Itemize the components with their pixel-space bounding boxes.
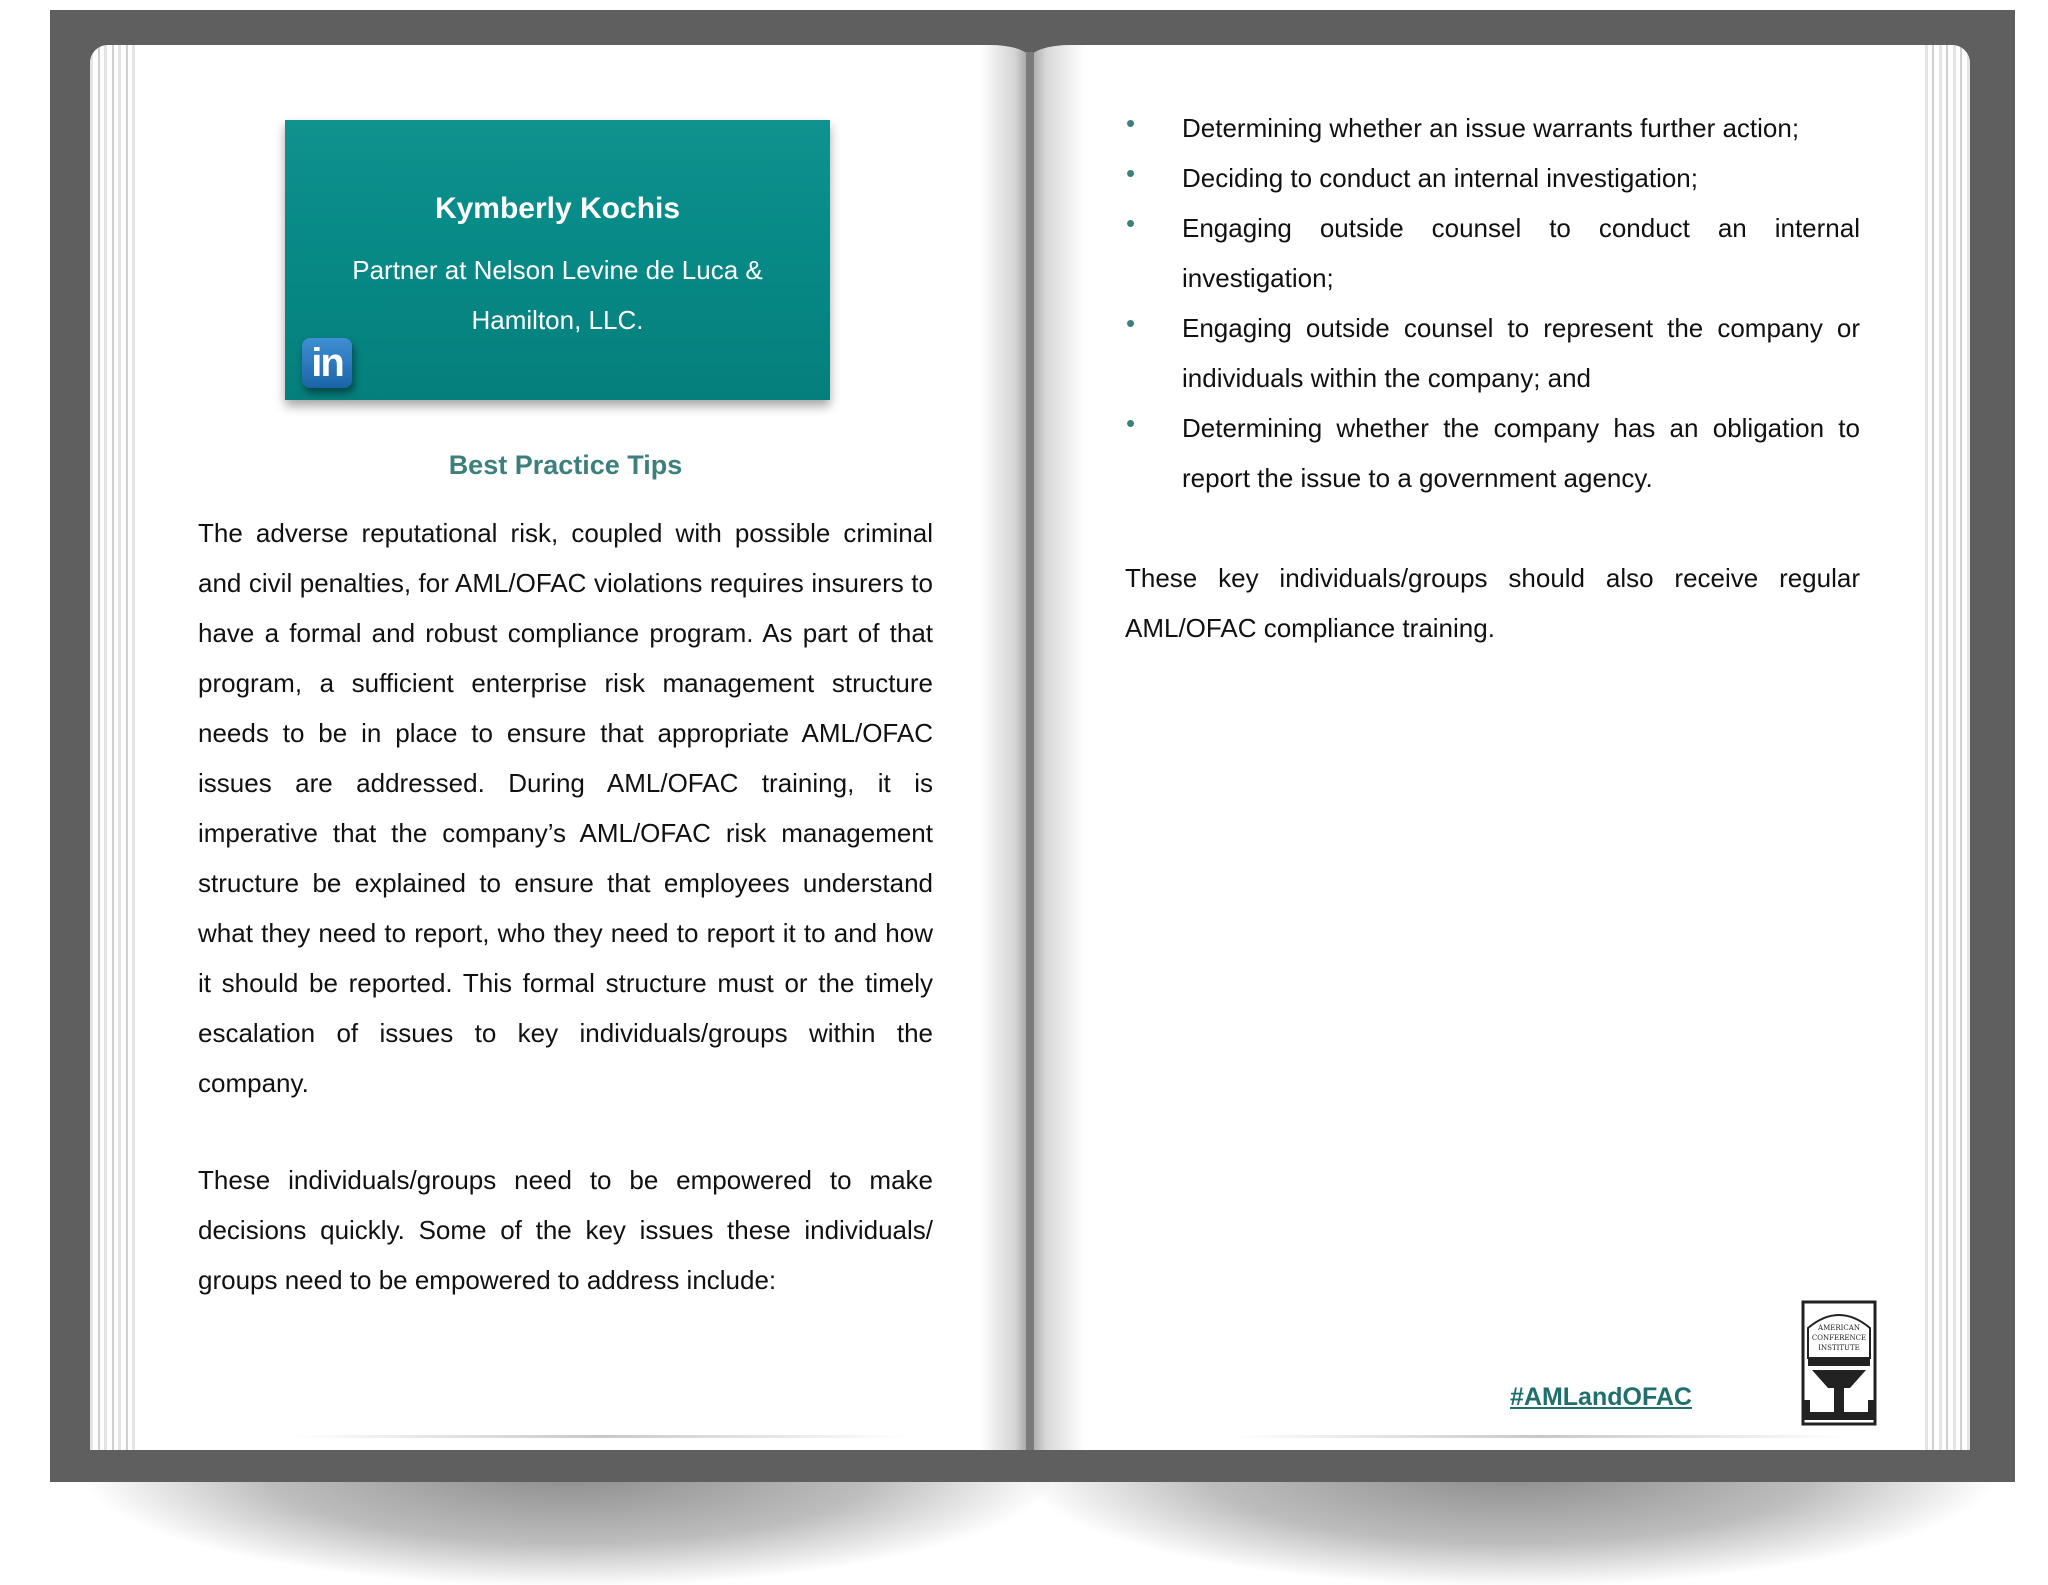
list-item [1120, 103, 1860, 153]
bullet-text: Determining whether the company has an obligation to report the issue to a government agency. [1182, 413, 1860, 493]
logo-line-2: CONFERENCE [1811, 1334, 1867, 1342]
logo-line-3: INSTITUTE [1818, 1344, 1860, 1352]
bullet-icon: • [1126, 308, 1136, 338]
profile-role: Partner at Nelson Levine de Luca & Hamilton, LLC. [352, 255, 763, 335]
hashtag-link[interactable]: #AMLandOFAC [1510, 1383, 1692, 1411]
bullet-text: Engaging outside counsel to conduct an internal investigation; [1182, 213, 1860, 293]
list-item [1120, 203, 1860, 303]
left-paragraph-1: The adverse reputational risk, coupled with possible criminal and civil penalties, for AML/OFAC violations requires insurers to have a formal and robust compliance program. As part of that program, a sufficient enterprise risk management structure needs to be in place to ensure that appropriate AML/OFAC issues are addressed. During AML/OFAC training, it is imperative that the company’s AML/OFAC risk management structure be explained to ensure that employees understand what they need to report, who they need to report it to and how it should be reported. This formal structure must or the timely escalation of issues to key individuals/groups within the company. [198, 518, 933, 1098]
right-page-bottom-line [1230, 1435, 1850, 1438]
bullet-text: Engaging outside counsel to represent the company or individuals within the company; and [1182, 313, 1860, 393]
left-page-shadow [90, 1470, 1050, 1585]
issue-bullet-list [1120, 103, 1860, 503]
list-item [1120, 153, 1860, 203]
best-practice-heading: Best Practice Tips [448, 450, 683, 480]
american-conference-institute-logo [1800, 1300, 1878, 1428]
bullet-icon: • [1126, 158, 1136, 188]
right-closing-paragraph: These key individuals/groups should also receive regular AML/OFAC compliance training. [1125, 563, 1860, 643]
profile-name: Kymberly Kochis [434, 192, 681, 225]
linkedin-icon-label: in [311, 341, 343, 385]
bullet-text: Determining whether an issue warrants further action; [1182, 113, 1800, 143]
right-gutter-shadow [1030, 45, 1085, 1450]
right-page-edges [1920, 45, 1970, 1450]
list-item [1120, 403, 1860, 503]
book-spine [1026, 52, 1034, 1450]
left-page-edges [90, 45, 140, 1450]
right-page-shadow [1030, 1470, 1990, 1585]
logo-line-1: AMERICAN [1818, 1324, 1860, 1332]
left-paragraph-2: These individuals/groups need to be empowered to make decisions quickly. Some of the key issues these individuals/ groups need to be empowered to address include: [198, 1165, 933, 1295]
left-page-bottom-line [290, 1435, 910, 1438]
bullet-icon: • [1126, 408, 1136, 438]
bullet-icon: • [1126, 208, 1136, 238]
linkedin-icon[interactable] [302, 338, 352, 388]
bullet-text: Deciding to conduct an internal investigation; [1182, 163, 1698, 193]
list-item [1120, 303, 1860, 403]
profile-card [285, 120, 830, 400]
bullet-icon: • [1126, 108, 1136, 138]
left-gutter-shadow [980, 45, 1030, 1450]
